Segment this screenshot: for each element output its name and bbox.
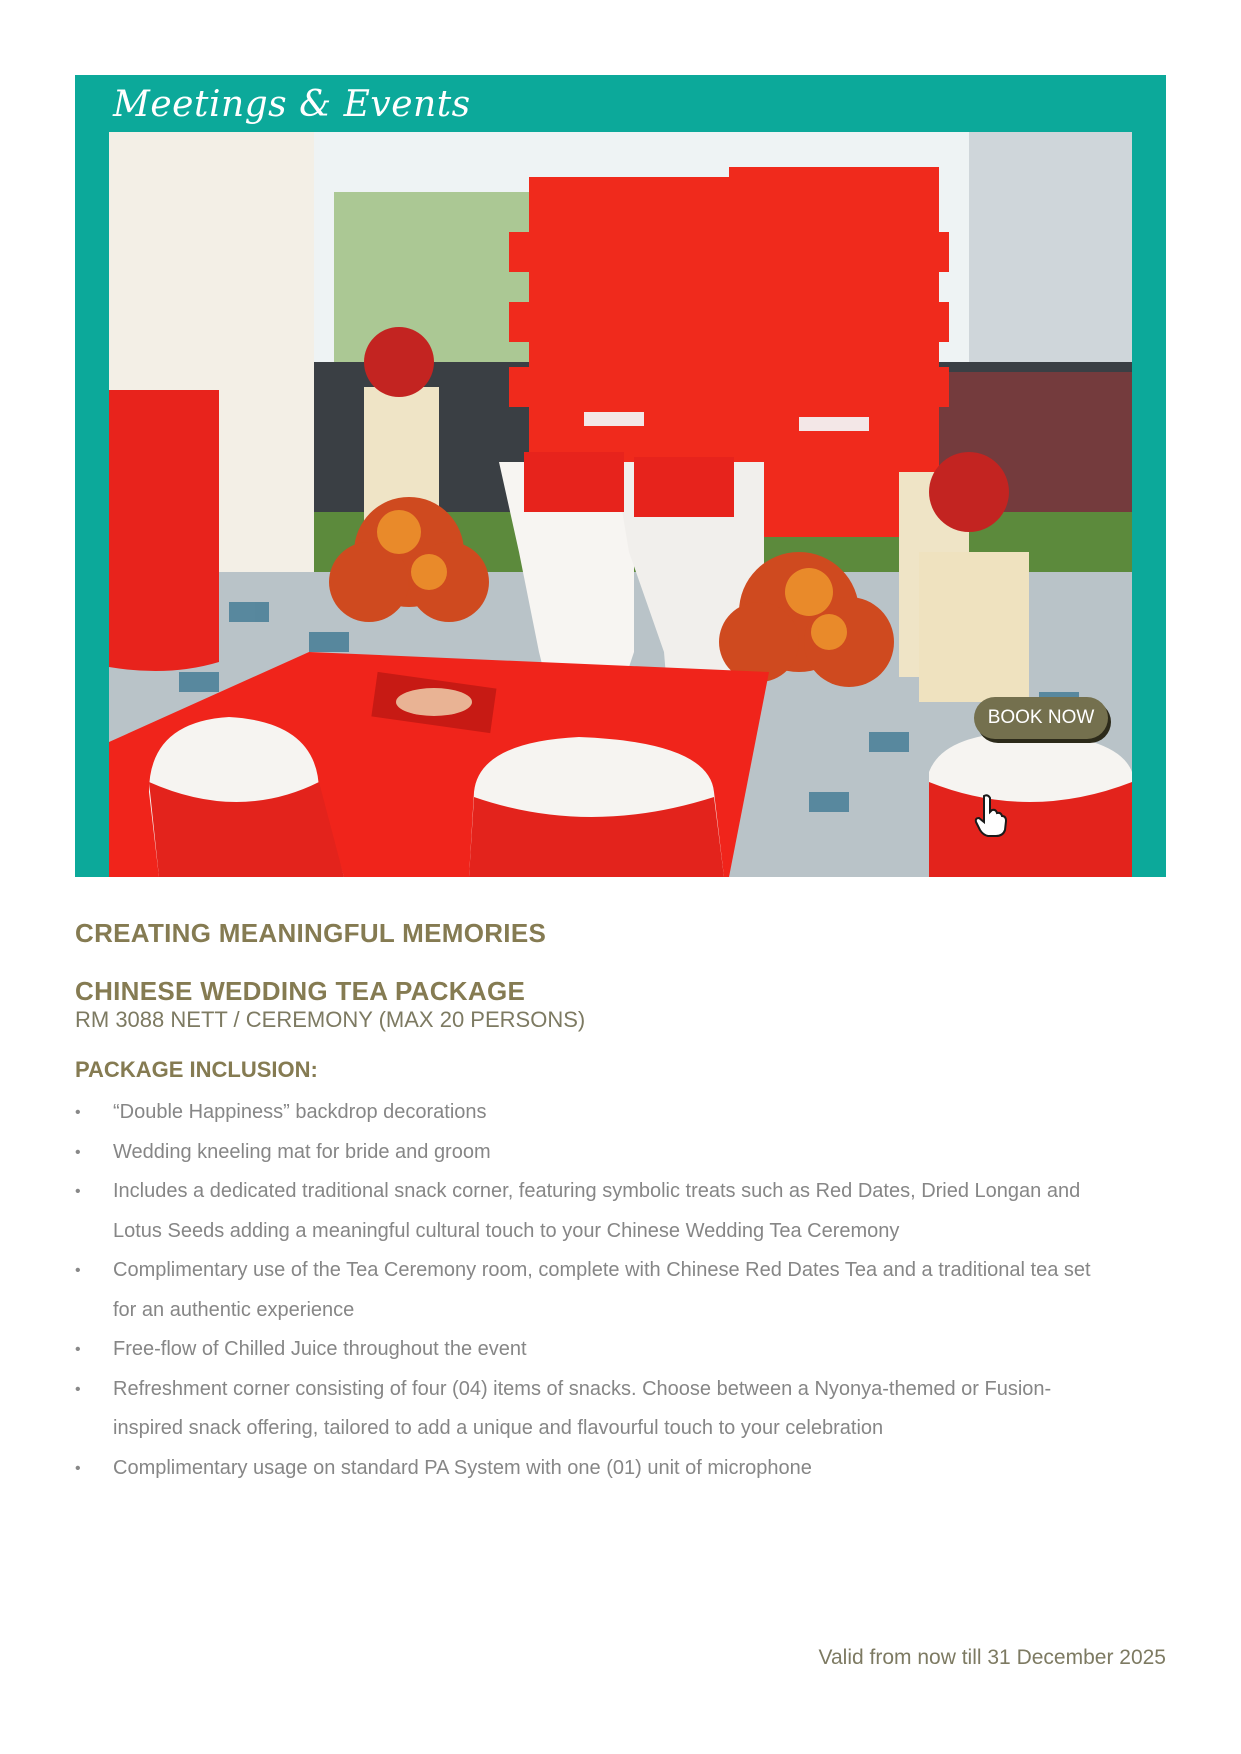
tagline-heading: CREATING MEANINGFUL MEMORIES <box>75 918 547 948</box>
inclusion-heading: PACKAGE INCLUSION: <box>75 1057 318 1082</box>
list-item: • Free-flow of Chilled Juice throughout the event <box>75 1330 1095 1370</box>
validity-note: Valid from now till 31 December 2025 <box>818 1646 1166 1669</box>
bullet-icon: • <box>75 1262 81 1279</box>
inclusion-list <box>75 1093 1095 1488</box>
package-title: CHINESE WEDDING TEA PACKAGE <box>75 976 526 1006</box>
list-item: • Wedding kneeling mat for bride and groom <box>75 1133 1095 1173</box>
list-item: • Complimentary usage on standard PA System with one (01) unit of microphone <box>75 1449 1095 1489</box>
bullet-icon: • <box>75 1341 81 1358</box>
bullet-icon: • <box>75 1143 81 1161</box>
bullet-icon: • <box>75 1104 81 1121</box>
bullet-icon: • <box>75 1183 81 1200</box>
hero-banner <box>75 75 1166 877</box>
hand-pointer-icon <box>974 794 1008 838</box>
ceremony-scene-illustration <box>109 132 1132 877</box>
list-item: • Complimentary use of the Tea Ceremony room, complete with Chinese Red Dates Tea and a traditional tea set for an authentic experience <box>75 1251 1095 1330</box>
bullet-icon: • <box>75 1459 81 1477</box>
list-item: • “Double Happiness” backdrop decorations <box>75 1093 1095 1133</box>
list-item: • Refreshment corner consisting of four (04) items of snacks. Choose between a Nyonya-themed or Fusion-inspired snack offering, tailored to add a unique and flavourful touch to your celebration <box>75 1370 1095 1449</box>
wedding-tea-ceremony-photo <box>109 132 1132 877</box>
list-item: • Includes a dedicated traditional snack corner, featuring symbolic treats such as Red Dates, Dried Longan and Lotus Seeds adding a meaningful cultural touch to your Chinese Wedding Tea Ceremony <box>75 1172 1095 1251</box>
brand-script-title: Meetings & Events <box>113 84 471 125</box>
book-now-button[interactable]: BOOK NOW <box>974 697 1108 739</box>
package-price: RM 3088 NETT / CEREMONY (MAX 20 PERSONS) <box>75 1007 586 1032</box>
bullet-icon: • <box>75 1380 81 1398</box>
